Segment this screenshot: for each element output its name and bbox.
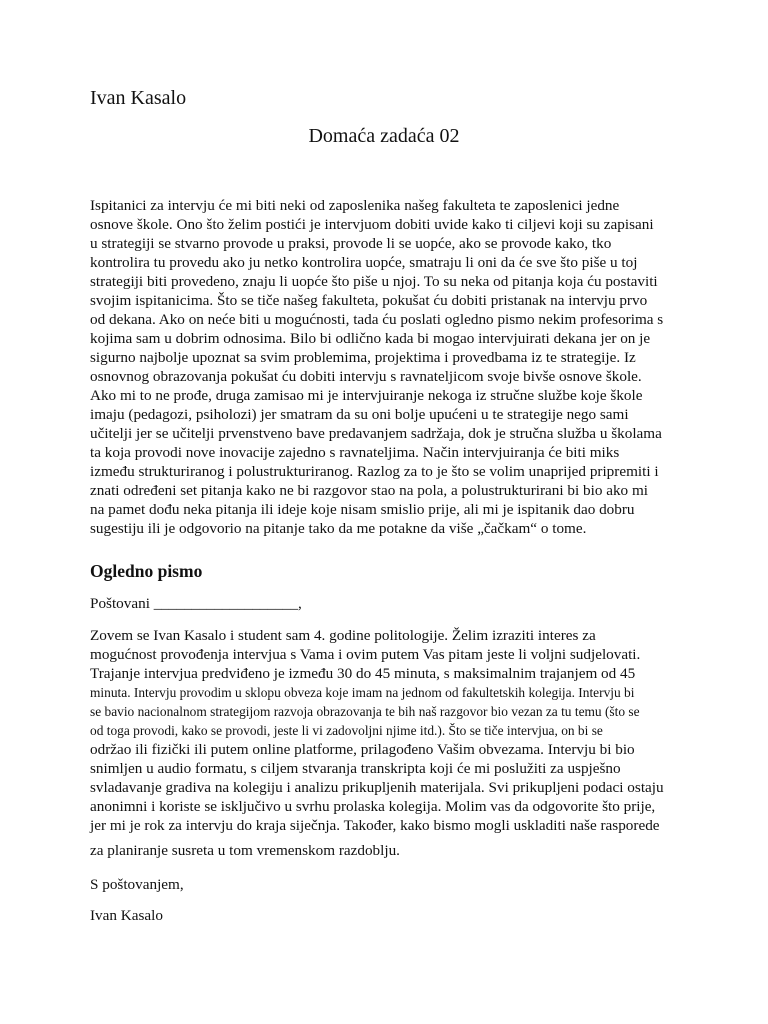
intro-line: imaju (pedagozi, psiholozi) jer smatram da su oni bolje upućeni u te strategije nego sami [90, 406, 629, 423]
salutation: Poštovani ___________________, [90, 595, 302, 612]
letter-line: jer mi je rok za intervju do kraja siječnja. Također, kako bismo mogli uskladiti naše rasporede [90, 817, 660, 834]
intro-line: u strategiji se stvarno provode u praksi, provode li se uopće, ako se provode kako, tko [90, 235, 612, 252]
intro-paragraph [90, 196, 690, 538]
closing-line: S poštovanjem, [90, 876, 184, 893]
intro-line: od dekana. Ako on neće biti u mogućnosti, tada ću poslati ogledno pismo nekim profesorima s [90, 311, 664, 328]
letter-paragraph [90, 626, 690, 860]
intro-line: kojima sam u dobrim odnosima. Bilo bi odlično kada bi mogao intervjuirati dekana jer on je [90, 330, 651, 347]
letter-line: od toga provodi, kako se provodi, jeste li vi zadovoljni njime itd.). Što se tiče intervjua, on bi se [90, 723, 603, 738]
letter-line: održao ili fizički ili putem online platforme, prilagođeno Vašim obvezama. Intervju bi bio [90, 741, 635, 758]
intro-line: sugestiju ili je odgovorio na pitanje tako da me potakne da više „čačkam“ o tome. [90, 520, 587, 537]
letter-heading: Ogledno pismo [90, 561, 203, 581]
letter-line: snimljen u audio formatu, s ciljem stvaranja transkripta koji će mi poslužiti za uspješno [90, 760, 621, 777]
intro-line: osnovnog obrazovanja pokušat ću dobiti intervju s ravnateljicom svoje bivše osnove škole. [90, 368, 642, 385]
intro-line: strategiji biti provedeno, znaju li uopće što piše u njoj. To su neka od pitanja koja ću postaviti [90, 273, 658, 290]
intro-line: na pamet dođu neka pitanja ili ideje koje nisam smislio prije, ali mi je ispitanik dao dobru [90, 501, 635, 518]
letter-line: svladavanje gradiva na kolegiju i analizu prikupljenih materijala. Svi prikupljeni podaci ostaju [90, 779, 664, 796]
letter-line: se bavio nacionalnom strategijom razvoja obrazovanja te bih naš razgovor bio vezan za tu temu (što se [90, 704, 640, 719]
letter-line: Trajanje intervjua predviđeno je između 30 do 45 minuta, s maksimalnim trajanjem od 45 [90, 665, 636, 682]
letter-line: mogućnost provođenja intervjua s Vama i ovim putem Vas pitam jeste li voljni sudjelovati. [90, 646, 641, 663]
intro-line: ta koja provodi nove inovacije zajedno s ravnateljima. Način intervjuiranja će biti miks [90, 444, 620, 461]
intro-line: osnove škole. Ono što želim postići je intervjuom dobiti uvide kako ti ciljevi koji su zapisani [90, 216, 654, 233]
intro-line: znati određeni set pitanja kako ne bi razgovor stao na pola, a polustrukturirani bi bio ako mi [90, 482, 648, 499]
intro-line: između strukturiranog i polustrukturiranog. Razlog za to je što se volim unaprijed pripremiti i [90, 463, 659, 480]
intro-line: kontrolira tu provedu ako ju netko kontrolira uopće, smatraju li oni da će sve što piše u toj [90, 254, 638, 271]
letter-line: Zovem se Ivan Kasalo i student sam 4. godine politologije. Želim izraziti interes za [90, 627, 596, 644]
intro-line: sigurno najbolje upoznat sa svim problemima, projektima i provedbama iz te strategije. Iz [90, 349, 636, 366]
letter-line: za planiranje susreta u tom vremenskom razdoblju. [90, 842, 400, 859]
letter-line: anonimni i koriste se isključivo u svrhu prolaska kolegija. Molim vas da odgovorite što prije, [90, 798, 656, 815]
intro-line: učitelji jer se učitelji prvenstveno bave predavanjem sadržaja, dok je stručna služba u školama [90, 425, 662, 442]
intro-line: Ako mi to ne prođe, druga zamisao mi je intervjuiranje nekoga iz stručne službe koje škole [90, 387, 643, 404]
document-title: Domaća zadaća 02 [308, 125, 460, 147]
intro-line: svojim ispitanicima. Što se tiče našeg fakulteta, pokušat ću dobiti pristanak na intervju prvo [90, 292, 648, 309]
letter-line: minuta. Intervju provodim u sklopu obveza koje imam na jednom od fakultetskih kolegija. Intervju bi [90, 685, 635, 700]
signature: Ivan Kasalo [90, 907, 163, 924]
intro-line: Ispitanici za intervju će mi biti neki od zaposlenika našeg fakulteta te zaposlenici jedne [90, 197, 620, 214]
author-name: Ivan Kasalo [90, 87, 187, 109]
